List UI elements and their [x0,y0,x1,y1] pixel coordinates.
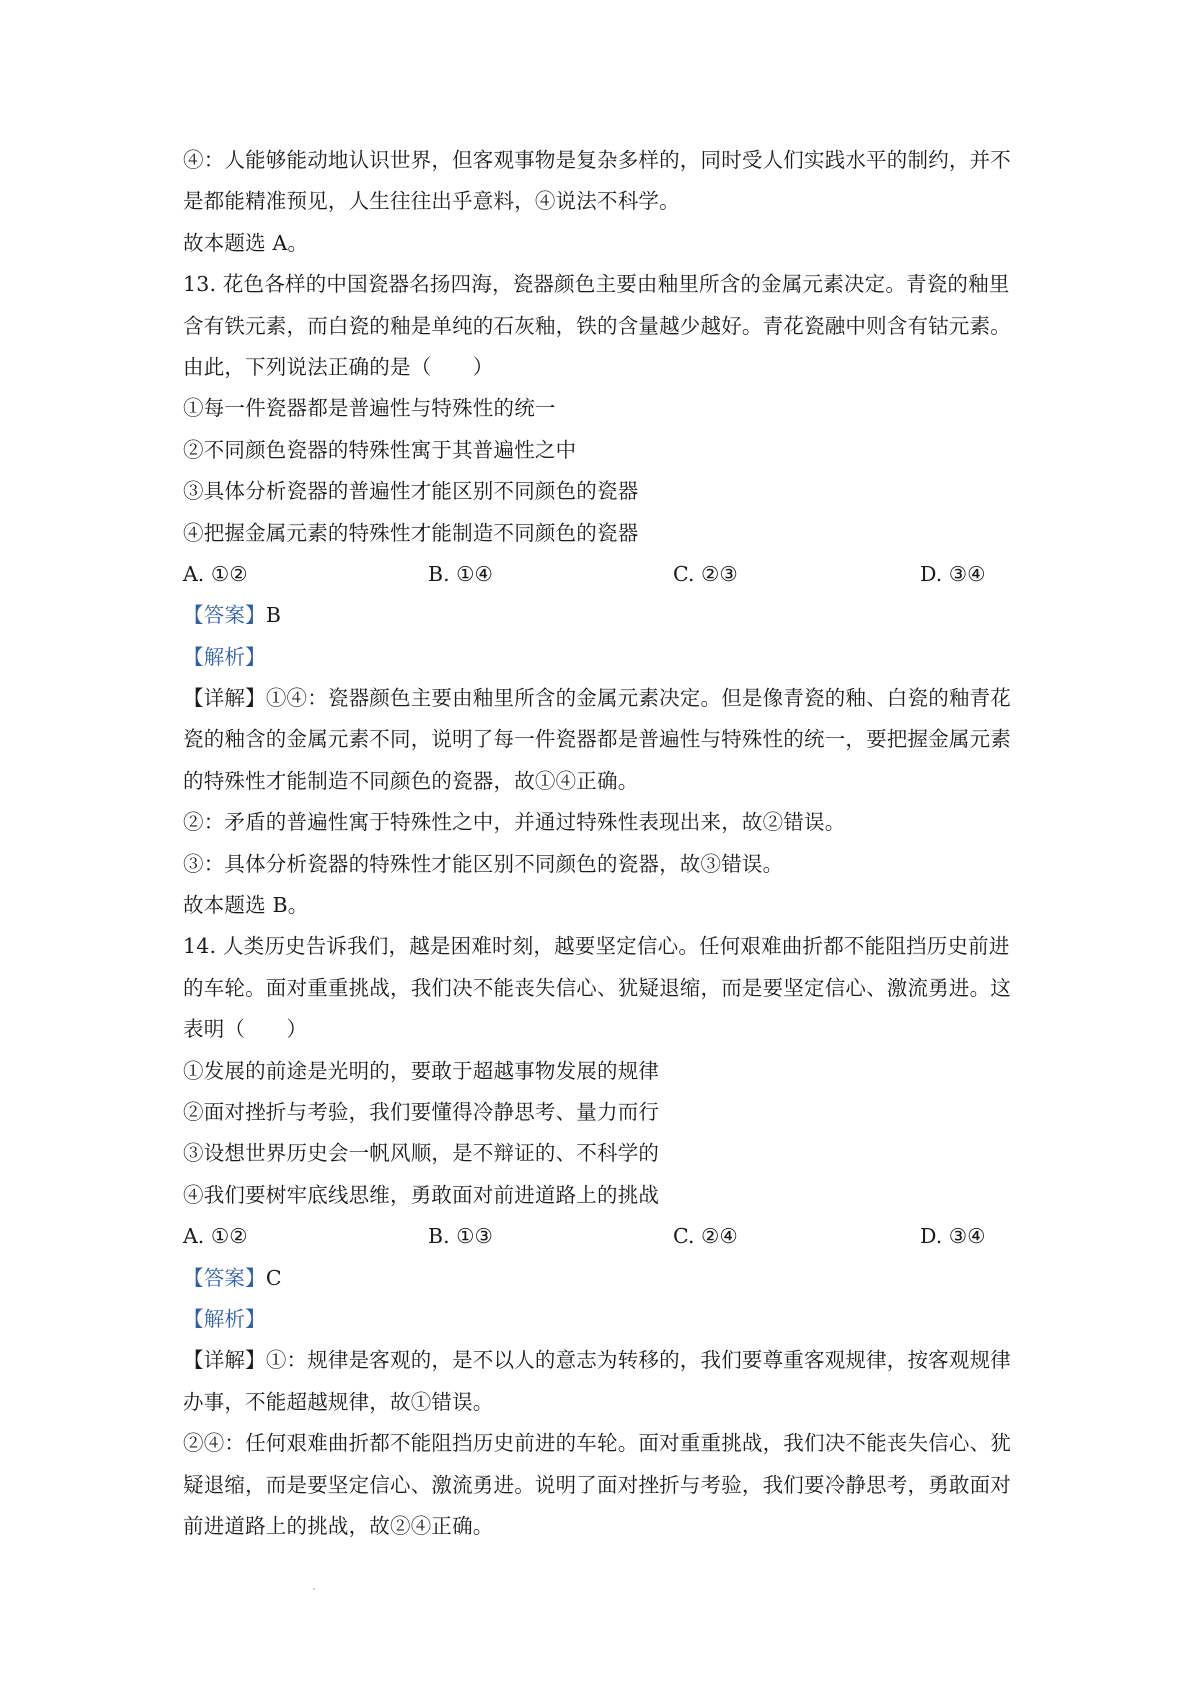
q13-statement: ③具体分析瓷器的普遍性才能区别不同颜色的瓷器 [183,479,639,504]
q13-detail-line [183,678,1033,719]
q14-answer [183,1258,1033,1299]
q13-option-d: D. ③④ [920,561,986,586]
q14-detail-line [183,1340,1033,1381]
q14-detail-line: ②④：任何艰难曲折都不能阻挡历史前进的车轮。面对重重挑战，我们决不能丧失信心、犹 [183,1431,1011,1456]
q13-option-b: B. ①④ [428,561,493,586]
q14-stem-line: 的车轮。面对重重挑战，我们决不能丧失信心、犹疑退缩，而是要坚定信心、激流勇进。这 [183,975,1011,1000]
q13-statement: ①每一件瓷器都是普遍性与特殊性的统一 [183,396,556,421]
q14-detail-line: 疑退缩，而是要坚定信心、激流勇进。说明了面对挫折与考验，我们要冷静思考，勇敢面对 [183,1472,1011,1497]
page-content [183,140,1033,1547]
q13-analysis-heading [183,637,1033,678]
q13-answer [183,595,1033,636]
q13-stem-line: 13. 花色各样的中国瓷器名扬四海，瓷器颜色主要由釉里所含的金属元素决定。青瓷的釉里 [183,272,1010,297]
q13-detail-line: 瓷的釉含的金属元素不同，说明了每一件瓷器都是普遍性与特殊性的统一，要把握金属元素 [183,727,1011,752]
detail-text: ①：规律是客观的，是不以人的意志为转移的，我们要尊重客观规律，按客观规律 [265,1348,1012,1373]
q13-statement: ④把握金属元素的特殊性才能制造不同颜色的瓷器 [183,520,639,545]
q14-statement: ③设想世界历史会一帆风顺，是不辩证的、不科学的 [183,1141,660,1166]
q12-conclusion: 故本题选 A。 [183,230,309,255]
analysis-label: 【解析】 [183,1306,266,1331]
answer-value: C [265,1265,282,1290]
detail-label: 【详解】 [183,1348,266,1373]
q14-options [183,1216,1033,1257]
q14-option-d: D. ③④ [920,1224,986,1249]
q14-stem-line: 14. 人类历史告诉我们，越是困难时刻，越要坚定信心。任何艰难曲折都不能阻挡历史前进 [183,934,1010,959]
q13-stem-line: 由此，下列说法正确的是（ ） [183,354,494,379]
q13-option-a: A. ①② [183,561,248,586]
q14-detail-line: 前进道路上的挑战，故②④正确。 [183,1513,494,1538]
answer-label: 【答案】 [183,603,266,628]
q14-statement: ①发展的前途是光明的，要敢于超越事物发展的规律 [183,1058,660,1083]
q13-detail-line: ③：具体分析瓷器的特殊性才能区别不同颜色的瓷器，故③错误。 [183,851,784,876]
q13-stem-line: 含有铁元素，而白瓷的釉是单纯的石灰釉，铁的含量越少越好。青花瓷融中则含有钴元素。 [183,313,1011,338]
answer-label: 【答案】 [183,1265,266,1290]
q13-detail-line: ②：矛盾的普遍性寓于特殊性之中，并通过特殊性表现出来，故②错误。 [183,810,846,835]
q13-conclusion: 故本题选 B。 [183,893,309,918]
q13-option-c: C. ②③ [673,561,738,586]
q13-options [183,554,1033,595]
q14-option-c: C. ②④ [673,1224,738,1249]
scan-dot [313,1588,315,1590]
q14-stem-line: 表明（ ） [183,1017,308,1042]
q14-analysis-heading [183,1299,1033,1340]
answer-value: B [265,603,282,628]
q12-analysis-line: 是都能精准预见，人生往往出乎意料，④说法不科学。 [183,189,680,214]
q12-analysis-line: ④：人能够能动地认识世界，但客观事物是复杂多样的，同时受人们实践水平的制约，并不 [183,148,1011,172]
q14-option-a: A. ①② [183,1224,248,1249]
q14-detail-line: 办事，不能超越规律，故①错误。 [183,1389,494,1414]
detail-text: ①④：瓷器颜色主要由釉里所含的金属元素决定。但是像青瓷的釉、白瓷的釉青花 [265,686,1012,711]
q13-statement: ②不同颜色瓷器的特殊性寓于其普遍性之中 [183,437,577,462]
q13-detail-line: 的特殊性才能制造不同颜色的瓷器，故①④正确。 [183,768,639,793]
q14-option-b: B. ①③ [428,1224,493,1249]
q14-statement: ②面对挫折与考验，我们要懂得冷静思考、量力而行 [183,1099,660,1124]
analysis-label: 【解析】 [183,644,266,669]
detail-label: 【详解】 [183,686,266,711]
q14-statement: ④我们要树牢底线思维，勇敢面对前进道路上的挑战 [183,1182,660,1207]
